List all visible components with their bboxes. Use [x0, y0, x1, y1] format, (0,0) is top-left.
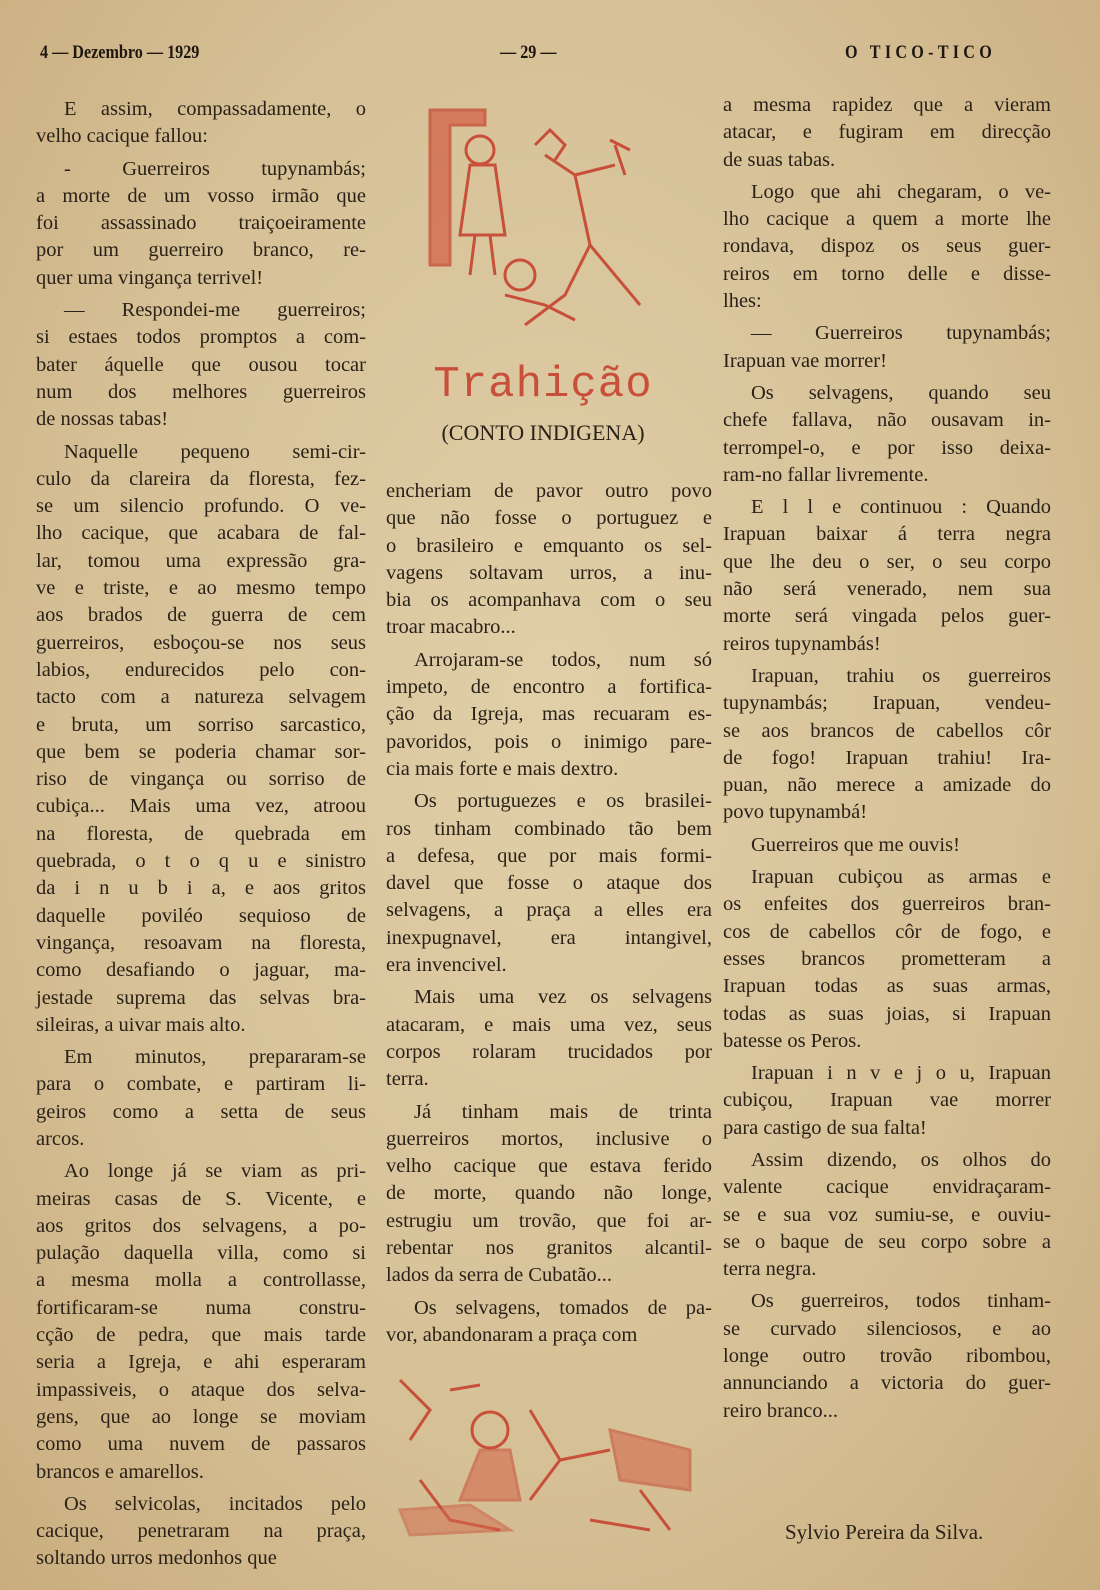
text-line: cubiça... Mais uma vez, atroou: [36, 795, 366, 818]
text-line: ve e triste, e ao mesmo tempo: [36, 577, 366, 600]
text-line: para castigo de sua falta!: [723, 1116, 927, 1139]
text-line: daquelle poviléo sequioso de: [36, 904, 366, 927]
text-line: da i n u b i a, e aos gritos: [36, 877, 366, 900]
text-line: vagens soltavam urros, a inu-: [386, 561, 712, 584]
text-line: guerreiros, esboçou-se nos seus: [36, 631, 366, 654]
text-line: pavoridos, pois o inimigo pare-: [386, 730, 712, 753]
text-line: geiros como a setta de seus: [36, 1100, 366, 1123]
text-line: a mesma molla a controllasse,: [36, 1269, 366, 1292]
text-line: — Respondei-me guerreiros;: [64, 299, 366, 322]
paragraph: [723, 864, 1051, 1055]
page-number: — 29 —: [500, 42, 557, 63]
text-line: Os selvagens, quando seu: [751, 381, 1051, 404]
text-line: estrugiu um trovão, que foi ar-: [386, 1209, 712, 1232]
text-line: si estaes todos promptos a com-: [36, 326, 366, 349]
paragraph: [36, 1158, 366, 1486]
text-line: lados da serra de Cubatão...: [386, 1264, 612, 1287]
text-line: Em minutos, prepararam-se: [64, 1046, 366, 1069]
text-line: impassiveis, o ataque dos selva-: [36, 1378, 366, 1401]
text-line: Irapuan todas as suas armas,: [723, 975, 1051, 998]
paragraph: [36, 439, 366, 1040]
text-line: a defesa, que por mais formi-: [386, 844, 712, 867]
text-line: a morte de um vosso irmão que: [36, 184, 366, 207]
text-line: terra.: [386, 1068, 429, 1091]
text-column-1: [36, 96, 366, 1578]
text-line: aos gritos dos selvagens, a po-: [36, 1214, 366, 1237]
text-line: E l l e continuou : Quando: [751, 496, 1051, 519]
paragraph: [723, 663, 1051, 827]
text-line: velho cacique que estava ferido: [386, 1155, 712, 1178]
text-line: esses brancos prometteram a: [723, 947, 1051, 970]
text-line: Assim dizendo, os olhos do: [751, 1148, 1051, 1171]
text-line: morte será vingada pelos guer-: [723, 605, 1051, 628]
paragraph: [36, 96, 366, 151]
text-line: guerreiros mortos, inclusive o: [386, 1127, 712, 1150]
text-line: num dos melhores guerreiros: [36, 380, 366, 403]
paragraph: [386, 1295, 712, 1350]
text-line: que bem se poderia chamar sor-: [36, 740, 366, 763]
text-line: impeto, de encontro a fortifica-: [386, 676, 712, 699]
paragraph: [723, 380, 1051, 489]
text-line: gens, que ao longe se moviam: [36, 1405, 366, 1428]
text-line: chefe fallava, não ousavam in-: [723, 409, 1051, 432]
text-line: se curvado silenciosos, e ao: [723, 1317, 1051, 1340]
paragraph: [723, 179, 1051, 315]
text-line: troar macabro...: [386, 616, 516, 639]
text-line: atacar, e fugiram em direcção: [723, 121, 1051, 144]
text-line: Mais uma vez os selvagens: [414, 986, 712, 1009]
text-line: por um guerreiro branco, re-: [36, 239, 366, 262]
text-line: na floresta, de quebrada em: [36, 822, 366, 845]
paragraph: [723, 1060, 1051, 1142]
text-line: lar, tomou uma expressão gra-: [36, 549, 366, 572]
text-line: Guerreiros que me ouvis!: [751, 833, 960, 856]
text-line: ção da Igreja, mas recuaram es-: [386, 703, 712, 726]
text-line: tacto com a natureza selvagem: [36, 686, 366, 709]
top-illustration: [425, 105, 655, 335]
text-line: todas as suas joias, si Irapuan: [723, 1002, 1051, 1025]
story-title: Trahição: [433, 360, 653, 410]
text-line: cia mais forte e mais dextro.: [386, 757, 619, 780]
text-line: seria a Igreja, e ahi esperaram: [36, 1351, 366, 1374]
text-line: reiros tupynambás!: [723, 632, 881, 655]
text-line: cos de cabellos côr de fogo, e: [723, 920, 1051, 943]
text-column-2: [386, 478, 712, 1354]
author-signature: Sylvio Pereira da Silva.: [785, 1520, 984, 1544]
paragraph: [723, 1147, 1051, 1283]
text-line: para o combate, e partiram li-: [36, 1073, 366, 1096]
paragraph: [386, 984, 712, 1093]
text-line: vingança, resoavam na floresta,: [36, 931, 366, 954]
text-line: meiras casas de S. Vicente, e: [36, 1187, 366, 1210]
text-line: reiro branco...: [723, 1399, 838, 1422]
text-line: jestade suprema das selvas bra-: [36, 986, 366, 1009]
text-line: Logo que ahi chegaram, o ve-: [751, 180, 1051, 203]
text-line: aos brados de guerra de cem: [36, 604, 366, 627]
text-line: o brasileiro e emquanto os sel-: [386, 534, 712, 557]
magazine-name: O TICO-TICO: [845, 42, 997, 63]
text-line: Irapuan vae morrer!: [723, 349, 887, 372]
text-line: batesse os Peros.: [723, 1029, 862, 1052]
text-line: Os guerreiros, todos tinham-: [751, 1290, 1051, 1313]
text-line: fortificaram-se numa constru-: [36, 1296, 366, 1319]
issue-date: 4 — Dezembro — 1929: [40, 42, 200, 63]
text-line: davel que fosse o ataque dos: [386, 872, 712, 895]
text-line: labios, endurecidos pelo con-: [36, 658, 366, 681]
text-line: Os selvicolas, incitados pelo: [64, 1492, 366, 1515]
text-line: se o baque de seu corpo sobre a: [723, 1230, 1051, 1253]
text-line: selvagens, a praça a elles era: [386, 899, 712, 922]
text-line: terrompel-o, e por isso deixa-: [723, 436, 1051, 459]
text-line: valente cacique envidraçaram-: [723, 1176, 1051, 1199]
text-line: lho cacique a quem a morte lhe: [723, 208, 1051, 231]
bottom-illustration: [390, 1370, 710, 1540]
text-line: Arrojaram-se todos, num só: [414, 648, 712, 671]
text-line: encheriam de pavor outro povo: [386, 480, 712, 502]
text-line: lho cacique, que acabara de fal-: [36, 522, 366, 545]
text-line: vor, abandonaram a praça com: [386, 1323, 638, 1346]
text-line: velho cacique fallou:: [36, 125, 208, 148]
text-line: sileiras, a uivar mais alto.: [36, 1013, 246, 1036]
text-line: cção de pedra, que mais tarde: [36, 1324, 366, 1347]
text-line: era invencivel.: [386, 954, 507, 977]
text-line: povo tupynambá!: [723, 801, 868, 824]
text-line: E assim, compassadamente, o: [64, 98, 366, 120]
text-line: lhes:: [723, 290, 762, 313]
text-line: inexpugnavel, era intangivel,: [386, 926, 712, 949]
text-line: reiros em torno delle e disse-: [723, 262, 1051, 285]
story-subtitle: (CONTO INDIGENA): [441, 420, 645, 445]
text-line: pulação daquella villa, como si: [36, 1242, 366, 1265]
paragraph: [723, 92, 1051, 174]
text-line: Os portuguezes e os brasilei-: [414, 790, 712, 813]
text-line: quer uma vingança terrivel!: [36, 266, 264, 289]
text-line: arcos.: [36, 1127, 85, 1150]
text-line: de fogo! Irapuan trahiu! Ira-: [723, 746, 1051, 769]
paragraph: [36, 297, 366, 433]
text-line: como uma nuvem de passaros: [36, 1433, 366, 1456]
text-line: e bruta, um sorriso sarcastico,: [36, 713, 366, 736]
text-line: de nossas tabas!: [36, 408, 169, 431]
text-line: que lhe deu o ser, o seu corpo: [723, 550, 1051, 573]
text-line: longe outro trovão ribombou,: [723, 1345, 1051, 1368]
text-line: culo da clareira da floresta, fez-: [36, 467, 366, 490]
paragraph: [36, 1491, 366, 1573]
text-line: de morte, quando não longe,: [386, 1182, 712, 1205]
text-line: ros tinham combinado tão bem: [386, 817, 712, 840]
text-line: rebentar nos granitos alcantil-: [386, 1237, 712, 1260]
text-line: se e sua voz sumiu-se, e ouviu-: [723, 1203, 1051, 1226]
text-line: puan, não merece a amizade do: [723, 774, 1051, 797]
text-line: Irapuan, trahiu os guerreiros: [751, 664, 1051, 687]
text-line: a mesma rapidez que a vieram: [723, 94, 1051, 116]
text-line: como desafiando o jaguar, ma-: [36, 959, 366, 982]
text-line: Naquelle pequeno semi-cir-: [64, 440, 366, 463]
paragraph: [386, 788, 712, 979]
text-line: terra negra.: [723, 1258, 817, 1281]
text-line: riso de vingança ou sorriso de: [36, 768, 366, 791]
text-line: rondava, dispoz os seus guer-: [723, 235, 1051, 258]
paragraph: [723, 1288, 1051, 1424]
text-line: tupynambás; Irapuan, vendeu-: [723, 692, 1051, 715]
text-line: que não fosse o portuguez e: [386, 507, 712, 530]
text-line: Irapuan cubiçou as armas e: [751, 866, 1051, 889]
paragraph: [386, 647, 712, 783]
text-line: os enfeites dos guerreiros bran-: [723, 893, 1051, 916]
text-line: Já tinham mais de trinta: [414, 1100, 712, 1123]
text-line: - Guerreiros tupynambás;: [64, 157, 366, 180]
text-line: Irapuan i n v e j o u, Irapuan: [751, 1062, 1051, 1085]
paragraph: [723, 320, 1051, 375]
text-line: não será venerado, nem sua: [723, 578, 1051, 601]
text-line: quebrada, o t o q u e sinistro: [36, 850, 366, 873]
text-line: foi assassinado traiçoeiramente: [36, 212, 366, 235]
text-line: soltando urros medonhos que: [36, 1547, 277, 1570]
paragraph: [723, 832, 1051, 859]
text-line: annunciando a victoria do guer-: [723, 1372, 1051, 1395]
paragraph: [386, 1099, 712, 1290]
text-line: corpos rolaram trucidados por: [386, 1040, 712, 1063]
text-line: de suas tabas.: [723, 148, 836, 171]
text-column-3: [723, 92, 1051, 1430]
text-line: cubiçou, Irapuan vae morrer: [723, 1089, 1051, 1112]
text-line: bia os acompanhava com o seu: [386, 589, 712, 612]
text-line: se um silencio profundo. O ve-: [36, 495, 366, 518]
text-line: Ao longe já se viam as pri-: [64, 1160, 366, 1183]
paragraph: [723, 494, 1051, 658]
text-line: cacique, penetraram na praça,: [36, 1520, 366, 1543]
paragraph: [386, 478, 712, 642]
text-line: bater áquelle que ousou tocar: [36, 353, 366, 376]
text-line: ram-no fallar livremente.: [723, 463, 929, 486]
text-line: atacaram, e mais uma vez, seus: [386, 1013, 712, 1036]
text-line: brancos e amarellos.: [36, 1460, 204, 1483]
paragraph: [36, 156, 366, 292]
paragraph: [36, 1044, 366, 1153]
text-line: Os selvagens, tomados de pa-: [414, 1296, 712, 1319]
text-line: Irapuan baixar á terra negra: [723, 523, 1051, 546]
text-line: se aos brancos de cabellos côr: [723, 719, 1051, 742]
text-line: — Guerreiros tupynambás;: [751, 322, 1051, 345]
